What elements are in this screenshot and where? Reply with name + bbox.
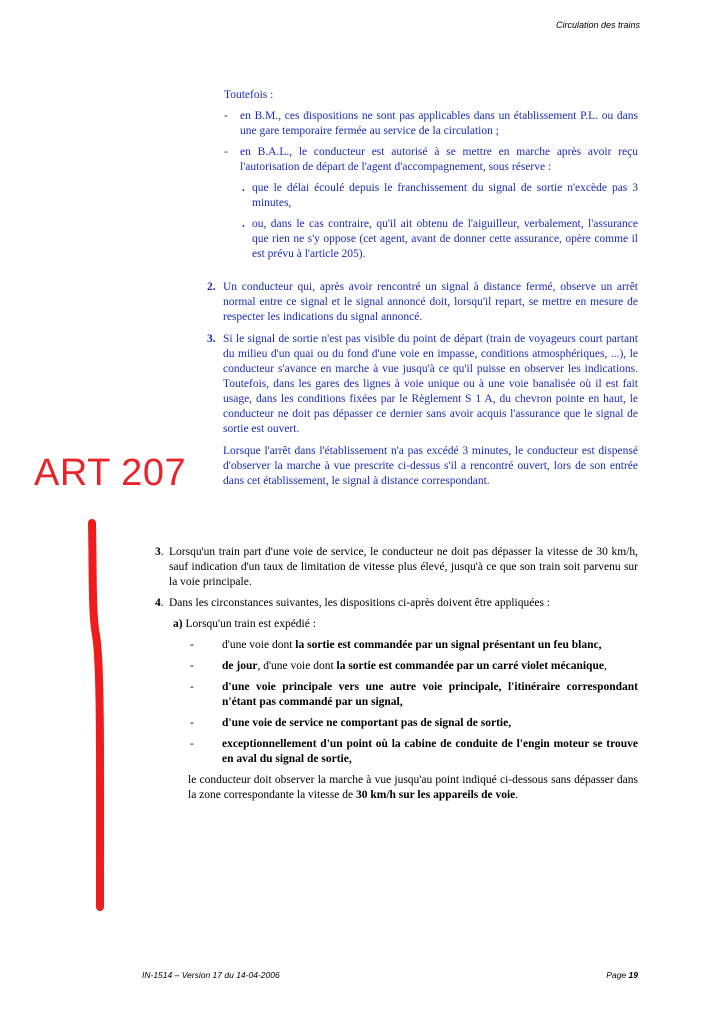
paragraph-text: Lorsqu'un train part d'une voie de service, le conducteur ne doit pas dépasser la vitesse de 30 km/h, sauf indication d'un taux de limitation de vitesse plus élevé, jusqu'à ce que son train soit parvenu sur la voie principale. <box>169 546 638 588</box>
list-item: - de jour, d'une voie dont la sortie est commandée par un carré violet mécanique, <box>190 660 607 672</box>
black-section <box>155 545 638 809</box>
page-label: Page <box>606 970 627 980</box>
paragraph-number: 3 <box>155 546 161 558</box>
closing-paragraph: le conducteur doit observer la marche à vue jusqu'au point indiqué ci-dessous sans dépasser dans la zone correspondante la vitesse de 30 km/h sur les appareils de voie. <box>188 774 638 801</box>
paragraph-3: 3. Lorsqu'un train part d'une voie de service, le conducteur ne doit pas dépasser la vitesse de 30 km/h, sauf indication d'un taux de limitation de vitesse plus élevé, jusqu'à ce que son train soit parvenu sur la voie principale. <box>155 546 638 588</box>
art-annotation: ART 207 <box>34 452 187 494</box>
sub-bullet-text: ou, dans le cas contraire, qu'il ait obtenu de l'aiguilleur, verbalement, l'assurance que rien ne s'y oppose (cet agent, avant de donner cette assurance, opère comme il est prévu à l'article 205). <box>252 218 638 260</box>
blue-section <box>224 88 638 268</box>
dash-marker: - <box>190 660 194 672</box>
list-item <box>242 181 638 211</box>
dash-marker: - <box>190 738 194 750</box>
toutefois-label: Toutefois : <box>224 89 274 101</box>
bullet-text: en B.A.L., le conducteur est autorisé à se mettre en marche après avoir reçu l'autorisation de départ de l'agent d'accompagnement, sous réserve : <box>240 146 638 173</box>
page-header: Circulation des trains <box>555 20 640 30</box>
item-text: Si le signal de sortie n'est pas visible du point de départ (train de voyageurs court partant du milieu d'un quai ou du fond d'une voie en impasse, conditions atmosphériques, ...), le conducteur s'avance en marche à vue jusqu'à ce qu'il puisse en observer les indications. Toutefois, dans les gares des lignes à voie unique ou à une voie banalisée où il est fait usage, dans les conditions fixées par le Règlement S 1 A, du chevron pointe en haut, le conducteur ne doit pas dépasser ce dernier sans avoir acquis l'assurance que le signal de sortie est ouvert. <box>223 333 638 435</box>
numbered-item-3 <box>207 332 638 437</box>
paragraph-4: 4. Dans les circonstances suivantes, les dispositions ci-après doivent être appliquées : <box>155 597 550 609</box>
list-item: - exceptionnellement d'un point où la cabine de conduite de l'engin moteur se trouve en aval du signal de sortie, <box>190 738 638 765</box>
subsection-label: a) <box>173 618 183 630</box>
item-number: 3. <box>207 333 216 345</box>
red-margin-line <box>80 515 110 915</box>
subsection-text: Lorsqu'un train est expédié : <box>185 618 316 630</box>
list-item: - d'une voie dont la sortie est commandée par un signal présentant un feu blanc, <box>190 639 602 651</box>
list-item: - d'une voie principale vers une autre voie principale, l'itinéraire correspondant n'étant pas commandé par un signal, <box>190 681 638 708</box>
item3-paragraph: Lorsque l'arrêt dans l'établissement n'a pas excédé 3 minutes, le conducteur est dispensé d'observer la marche à vue prescrite ci-dessus s'il a rencontré ouvert, lors de son entrée dans cet établissement, le signal à distance correspondant. <box>223 445 638 487</box>
dash-marker: - <box>190 717 194 729</box>
dot-marker: . <box>242 218 245 230</box>
circumstance-list <box>155 638 638 767</box>
paragraph-text: Dans les circonstances suivantes, les dispositions ci-après doivent être appliquées : <box>169 597 550 609</box>
list-item <box>224 145 638 175</box>
footer-version: IN-1514 – Version 17 du 14-04-2006 <box>142 970 280 980</box>
list-item <box>242 217 638 262</box>
paragraph-number: 4 <box>155 597 161 609</box>
bullet-text: en B.M., ces dispositions ne sont pas applicables dans un établissement P.L. ou dans une gare temporaire fermée au service de la circulation ; <box>240 110 638 137</box>
list-item: - d'une voie de service ne comportant pas de signal de sortie, <box>190 717 512 729</box>
list-item <box>224 109 638 139</box>
footer-page <box>606 970 638 980</box>
dash-marker: - <box>190 681 194 693</box>
dash-marker: - <box>224 146 228 158</box>
numbered-item-2 <box>207 280 638 325</box>
subsection-a <box>155 617 638 632</box>
page-number: 19 <box>628 970 638 980</box>
item-text: Un conducteur qui, après avoir rencontré un signal à distance fermé, observe un arrêt normal entre ce signal et le signal annoncé doit, lorsqu'il repart, se mettre en mesure de respecter les indications du signal annoncé. <box>223 281 638 323</box>
blue-numbered-section <box>207 280 638 495</box>
dash-marker: - <box>224 110 228 122</box>
dash-marker: - <box>190 639 194 651</box>
item-number: 2. <box>207 281 216 293</box>
dot-marker: . <box>242 182 245 194</box>
sub-bullet-text: que le délai écoulé depuis le franchissement du signal de sortie n'excède pas 3 minutes, <box>252 182 638 209</box>
